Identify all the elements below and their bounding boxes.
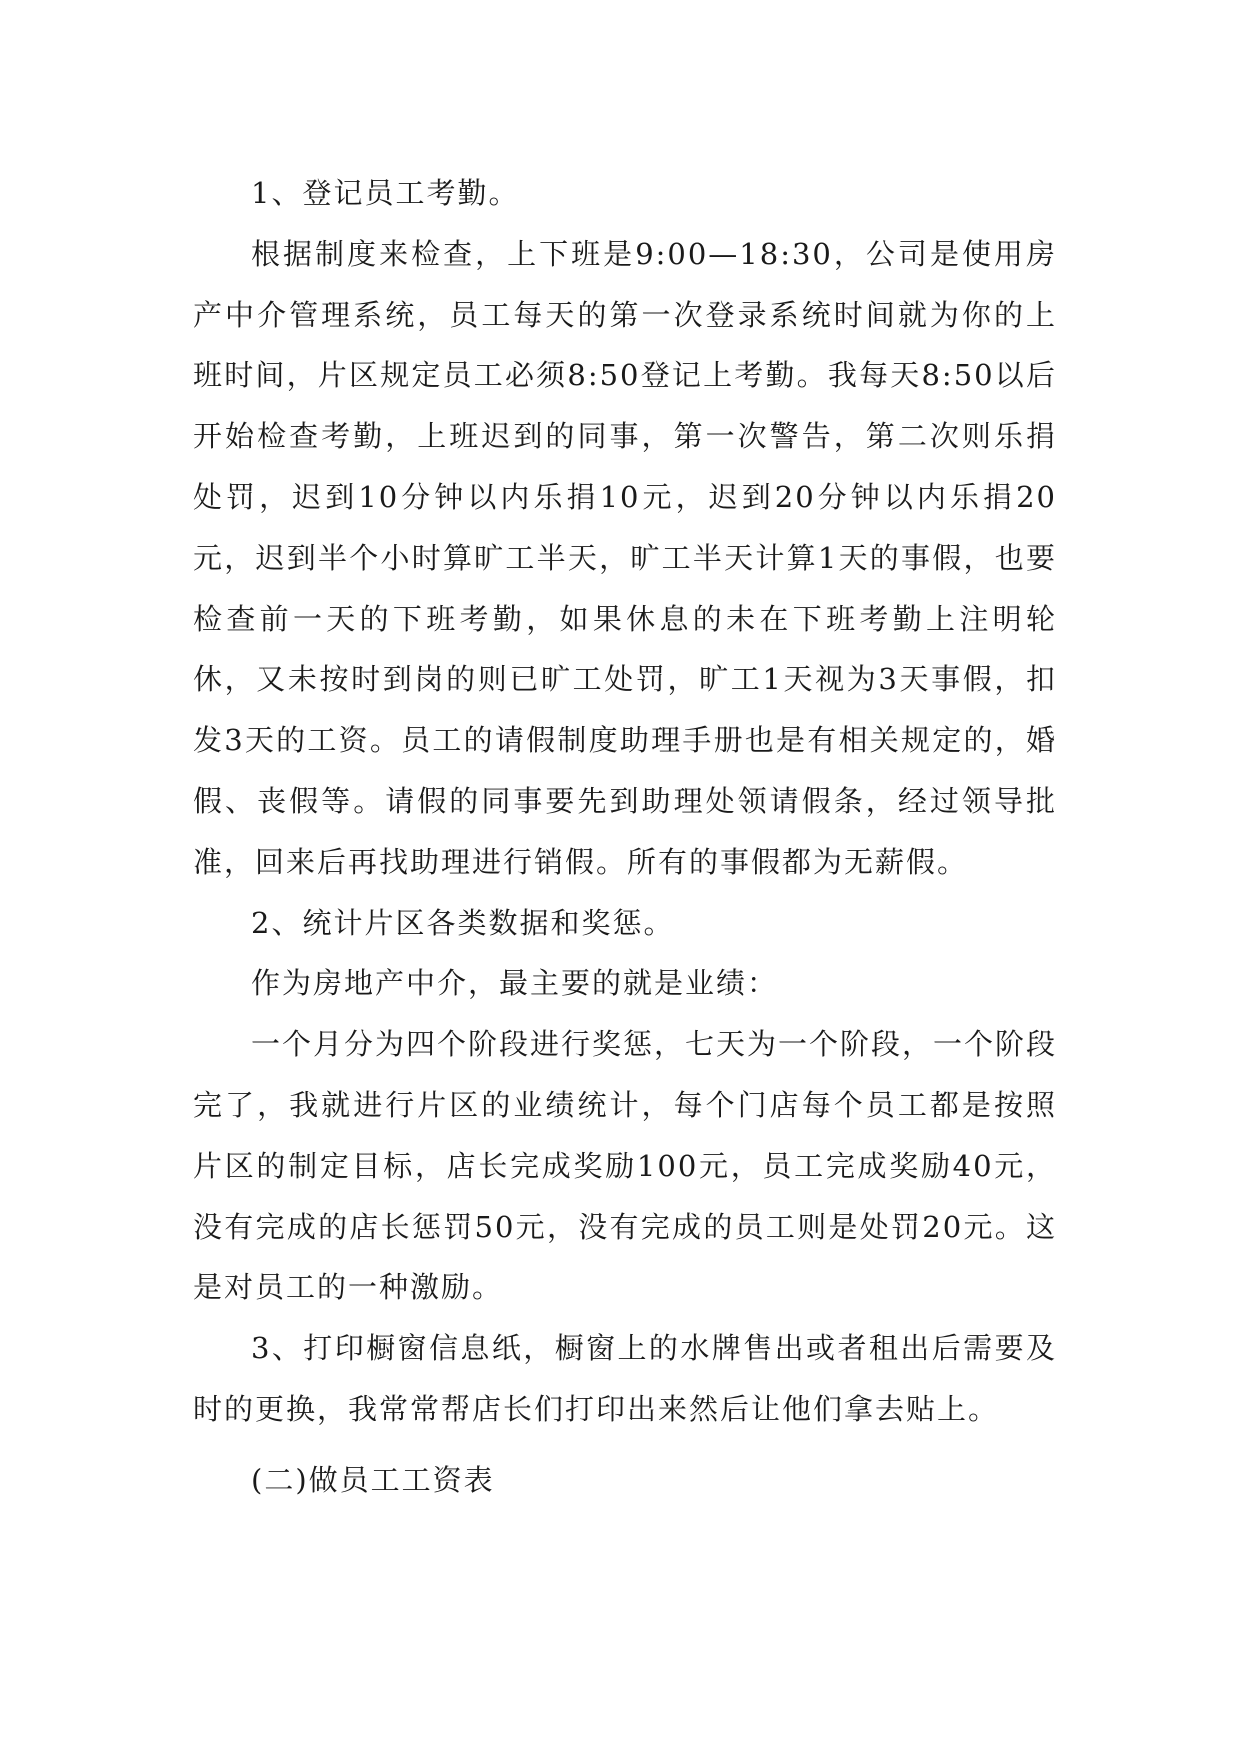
paragraph-window-printing: 3、打印橱窗信息纸，橱窗上的水牌售出或者租出后需要及时的更换，我常常帮店长们打印出来然后让他们拿去贴上。 [193, 1331, 1057, 1426]
section-heading: (二)做员工工资表 [251, 1462, 495, 1497]
paragraph-statistics-body: 一个月分为四个阶段进行奖惩，七天为一个阶段，一个阶段完了，我就进行片区的业绩统计，每个门店每个员工都是按照片区的制定目标，店长完成奖励100元，员工完成奖励40元，没有完成的店长惩罚50元，没有完成的员工则是处罚20元。这是对员工的一种激励。 [193, 1027, 1058, 1305]
document-page [193, 163, 1057, 1511]
paragraph-attendance-heading: 1、登记员工考勤。 [251, 176, 520, 210]
paragraph-statistics-intro: 作为房地产中介，最主要的就是业绩： [251, 966, 779, 1001]
paragraph-statistics-heading: 2、统计片区各类数据和奖惩。 [251, 905, 675, 940]
paragraph-attendance-body: 根据制度来检查，上下班是9:00—18:30，公司是使用房产中介管理系统，员工每天的第一次登录系统时间就为你的上班时间，片区规定员工必须8:50登记上考勤。我每天8:50以后开始检查考勤，上班迟到的同事，第一次警告，第二次则乐捐处罚，迟到10分钟以内乐捐10元，迟到20分钟以内乐捐20元，迟到半个小时算旷工半天，旷工半天计算1天的事假，也要检查前一天的下班考勤，如果休息的未在下班考勤上注明轮休，又未按时到岗的则已旷工处罚，旷工1天视为3天事假，扣发3天的工资。员工的请假制度助理手册也是有相关规定的，婚假、丧假等。请假的同事要先到助理处领请假条，经过领导批准，回来后再找助理进行销假。所有的事假都为无薪假。 [193, 236, 1057, 879]
